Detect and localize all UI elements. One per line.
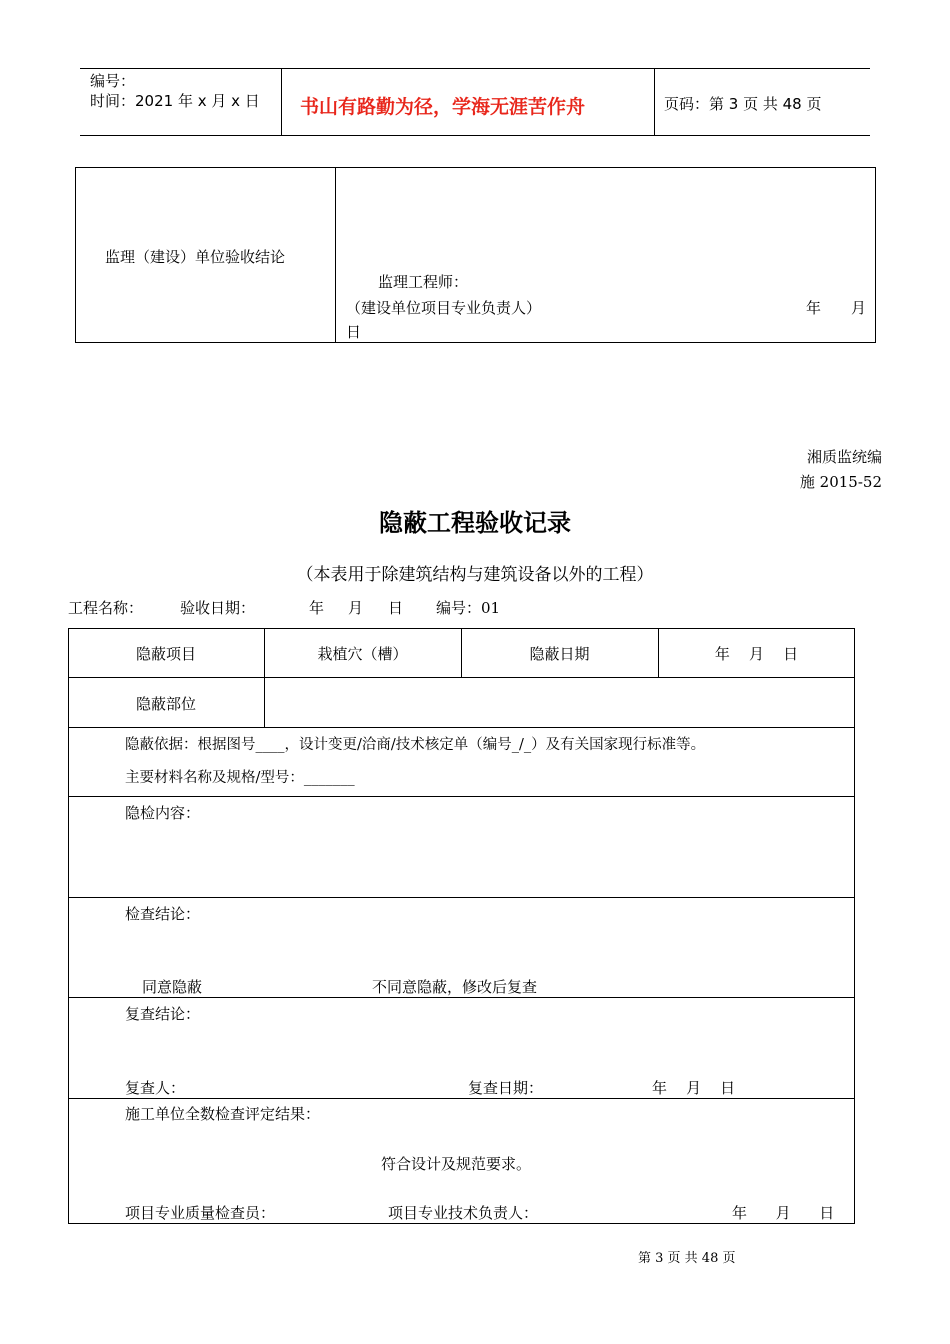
hidden-date-value: 年 月 日 <box>714 644 799 663</box>
hidden-item-label: 隐蔽项目 <box>135 644 196 663</box>
check-conclusion-label: 检查结论： <box>125 905 201 923</box>
row-rule <box>68 1098 855 1099</box>
hidden-item-value: 栽植穴（槽） <box>317 644 408 663</box>
page-footer: 第 3 页 共 48 页 <box>638 1251 736 1266</box>
row-rule <box>68 897 855 898</box>
rechecker-label: 复查人： <box>125 1079 186 1097</box>
row-rule <box>68 796 855 797</box>
doc-code-line2: 施 2015-52 <box>799 473 882 491</box>
page-info: 页码：第 3 页 共 48 页 <box>664 95 822 113</box>
document-subtitle: （本表用于除建筑结构与建筑设备以外的工程） <box>296 565 654 585</box>
full-check-label: 施工单位全数检查评定结果： <box>125 1105 321 1123</box>
agree-option: 同意隐蔽 <box>142 978 203 996</box>
time-text: 时间：2021 年 x 月 x 日 <box>90 92 260 110</box>
document-title: 隐蔽工程验收记录 <box>379 508 571 537</box>
inspection-content-label: 隐检内容： <box>125 804 201 822</box>
owner-representative-label: （建设单位项目专业负责人） <box>346 299 542 317</box>
serial-label: 编号： <box>90 72 136 90</box>
recheck-date-label: 复查日期： <box>468 1079 544 1097</box>
header-bottom-rule <box>80 135 870 136</box>
supervision-engineer-label: 监理工程师： <box>378 273 469 291</box>
supervision-table-divider <box>335 167 336 343</box>
conform-statement: 符合设计及规范要求。 <box>381 1155 532 1173</box>
material-text: 主要材料名称及规格/型号：_______ <box>125 770 355 786</box>
meta-year: 年 <box>309 599 325 617</box>
header-divider-right <box>654 68 655 136</box>
project-name-label: 工程名称： <box>68 599 144 617</box>
motto: 书山有路勤为径，学海无涯苦作舟 <box>300 96 586 118</box>
supervision-conclusion-label: 监理（建设）单位验收结论 <box>105 248 286 266</box>
basis-text: 隐蔽依据：根据图号____，设计变更/洽商/技术核定单（编号_/_）及有关国家现行标准等。 <box>125 737 706 753</box>
sign-ymd: 年 月 日 <box>732 1204 835 1222</box>
quality-inspector-label: 项目专业质量检查员： <box>125 1204 276 1222</box>
meta-day: 日 <box>388 599 404 617</box>
accept-date-label: 验收日期： <box>180 599 256 617</box>
header-divider-left <box>281 68 282 136</box>
doc-code-line1: 湘质监统编 <box>806 448 882 466</box>
meta-month: 月 <box>348 599 364 617</box>
record-number: 编号：01 <box>436 599 501 617</box>
top-year: 年 <box>806 299 822 317</box>
header-top-rule <box>80 68 870 69</box>
top-day: 日 <box>346 323 362 341</box>
recheck-ymd: 年 月 日 <box>652 1079 736 1097</box>
hidden-part-label: 隐蔽部位 <box>135 694 196 713</box>
recheck-conclusion-label: 复查结论： <box>125 1005 201 1023</box>
top-month: 月 <box>851 299 867 317</box>
tech-lead-label: 项目专业技术负责人： <box>388 1204 539 1222</box>
row-rule <box>68 997 855 998</box>
disagree-option: 不同意隐蔽，修改后复查 <box>372 978 538 996</box>
hidden-date-label: 隐蔽日期 <box>529 644 590 663</box>
